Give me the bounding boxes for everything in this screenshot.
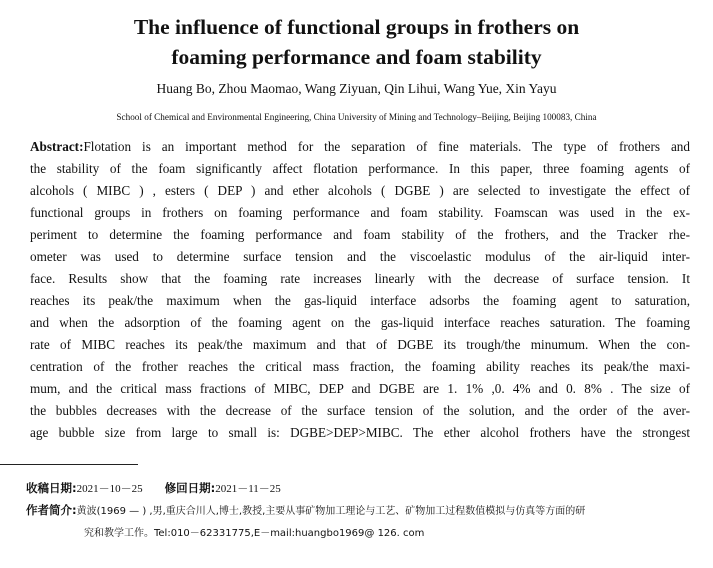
abstract-line: centration of the frother reaches the critical mass fraction, the foaming ability reaches its peak/the maxi-: [30, 359, 690, 374]
paper-title: [20, 12, 693, 72]
abstract-line: alcohols ( MIBC ) , esters ( DEP ) and ether alcohols ( DGBE ) are selected to investigate the effect of: [30, 183, 690, 198]
author-bio-row-2: [26, 522, 701, 544]
abstract-line: functional groups in frothers on foaming performance and foam stability. Foamscan was used in the ex-: [30, 205, 690, 220]
abstract-line: the stability of the foam significantly affect flotation performance. In this paper, three foaming agents of: [30, 161, 690, 176]
abstract-line: the bubbles decreases with the decrease of the surface tension of the solution, and the order of the aver-: [30, 403, 690, 418]
abstract-line: age bubble size from large to small is: DGBE>DEP>MIBC. The ether alcohol frothers have the strongest: [30, 425, 690, 440]
abstract-text: Flotation is an important method for the separation of fine materials. The type of frothers and: [83, 139, 690, 154]
received-date-value: 2021－10－25: [76, 483, 143, 495]
abstract-line: mum, and the critical mass fractions of MIBC, DEP and DGBE are 1. 1% ,0. 4% and 0. 8% . The size of: [30, 381, 690, 396]
affiliation: School of Chemical and Environmental Engineering, China University of Mining and Technology–Beijing, Beijing 100083, China: [116, 112, 597, 122]
abstract-block: [30, 136, 690, 444]
author-list: Huang Bo, Zhou Maomao, Wang Ziyuan, Qin Lihui, Wang Yue, Xin Yayu: [156, 81, 557, 96]
abstract-line: rate of MIBC reaches its peak/the maximum and that of DGBE its trough/the minumum. When the con-: [30, 337, 690, 352]
abstract-line: face. Results show that the foaming rate increases linearly with the decrease of surface tension. It: [30, 271, 690, 286]
date-row: [26, 478, 701, 500]
abstract-line: reaches its peak/the maximum when the gas-liquid interface adsorbs the foaming agent to saturation,: [30, 293, 690, 308]
author-bio-row: [26, 500, 701, 522]
abstract-line: ometer was used to determine surface tension and the viscoelastic modulus of the air-liquid inter-: [30, 249, 690, 264]
abstract-label: Abstract:: [30, 139, 84, 154]
author-bio-line-1: 黄波(1969 — ) ,男,重庆合川人,博士,教授,主要从事矿物加工理论与工艺、矿物加工过程数值模拟与仿真等方面的研: [76, 506, 586, 517]
abstract-line: [30, 136, 690, 158]
revised-date-value: 2021－11－25: [215, 483, 281, 495]
footnote-divider: [0, 464, 138, 465]
received-date-label: 收稿日期:: [26, 481, 77, 495]
paper-title-line-2: foaming performance and foam stability: [171, 45, 542, 69]
revised-date-label: 修回日期:: [164, 481, 216, 495]
footnote: [26, 478, 701, 544]
author-bio-line-2: 究和教学工作。Tel:010－62331775,E－mail:huangbo1969@ 126. com: [84, 528, 425, 539]
author-bio-label: 作者简介:: [26, 503, 77, 517]
paper-title-line-1: The influence of functional groups in frothers on: [133, 15, 580, 39]
abstract-line: and when the adsorption of the foaming agent on the gas-liquid interface reaches saturation. The foaming: [30, 315, 690, 330]
abstract-line: periment to determine the foaming performance and foam stability of the frothers, and the Tracker rhe-: [30, 227, 690, 242]
